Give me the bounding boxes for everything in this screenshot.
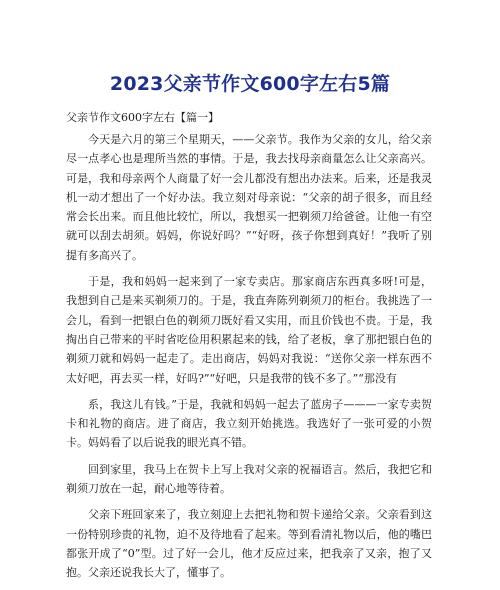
paragraph-4: 回到家里，我马上在贺卡上写上我对父亲的祝福语言。然后，我把它和剃须刀放在一起，耐心地等待着。 bbox=[66, 462, 432, 496]
section-heading: 父亲节作文600字左右【篇一】 bbox=[66, 111, 219, 124]
document-title: 2023父亲节作文600字左右5篇 bbox=[109, 73, 391, 95]
paragraph-1: 今天是六月的第三个星期天，——父亲节。我作为父亲的女儿，给父亲尽一点孝心也是理所当然的事情。于是，我去找母亲商量怎么让父亲高兴。可是，我和母亲两个人商量了好一会儿都没有想出办法来。后来，还是我灵机一动才想出了一个好办法。我立刻对母亲说：“父亲的胡子很多，而且经常会长出来。而且他比较忙，所以，我想买一把剃须刀给爸爸。让他一有空就可以刮去胡须。妈妈，你说好吗？”“好呀，孩子你想到真好！”我听了别提有多高兴了。 bbox=[66, 133, 432, 262]
paragraph-3: 系，我这儿有钱。”于是，我就和妈妈一起去了蓝房子———一家专卖贺卡和礼物的商店。进了商店，我立刻开始挑选。我选好了一张可爱的小贺卡。妈妈看了以后说我的眼光真不错。 bbox=[66, 397, 432, 450]
document-body bbox=[66, 108, 432, 590]
paragraph-5: 父亲下班回家来了，我立刻迎上去把礼物和贺卡递给父亲。父亲看到这一份特别珍贵的礼物，迫不及待地看了起来。等到看清礼物以后，他的嘴巴都张开成了“0”型。过了好一会儿，他才反应过来，把我亲了又亲，抱了又抱。父亲还说我长大了，懂事了。 bbox=[66, 508, 432, 580]
paragraph-2: 于是，我和妈妈一起来到了一家专卖店。那家商店东西真多呀!可是，我想到自己是来买剃须刀的。于是，我直奔陈列剃须刀的柜台。我挑选了一会儿，看到一把银白色的剃须刀既好看又实用，而且价钱也不贵。于是，我掏出自己带来的平时省吃俭用积累起来的钱，给了老板，拿了那把银白色的剃须刀就和妈妈一起走了。走出商店，妈妈对我说：“送你父亲一样东西不太好吧，再去买一样，好吗?”“好吧，只是我带的钱不多了。”“那没有 bbox=[66, 275, 432, 385]
